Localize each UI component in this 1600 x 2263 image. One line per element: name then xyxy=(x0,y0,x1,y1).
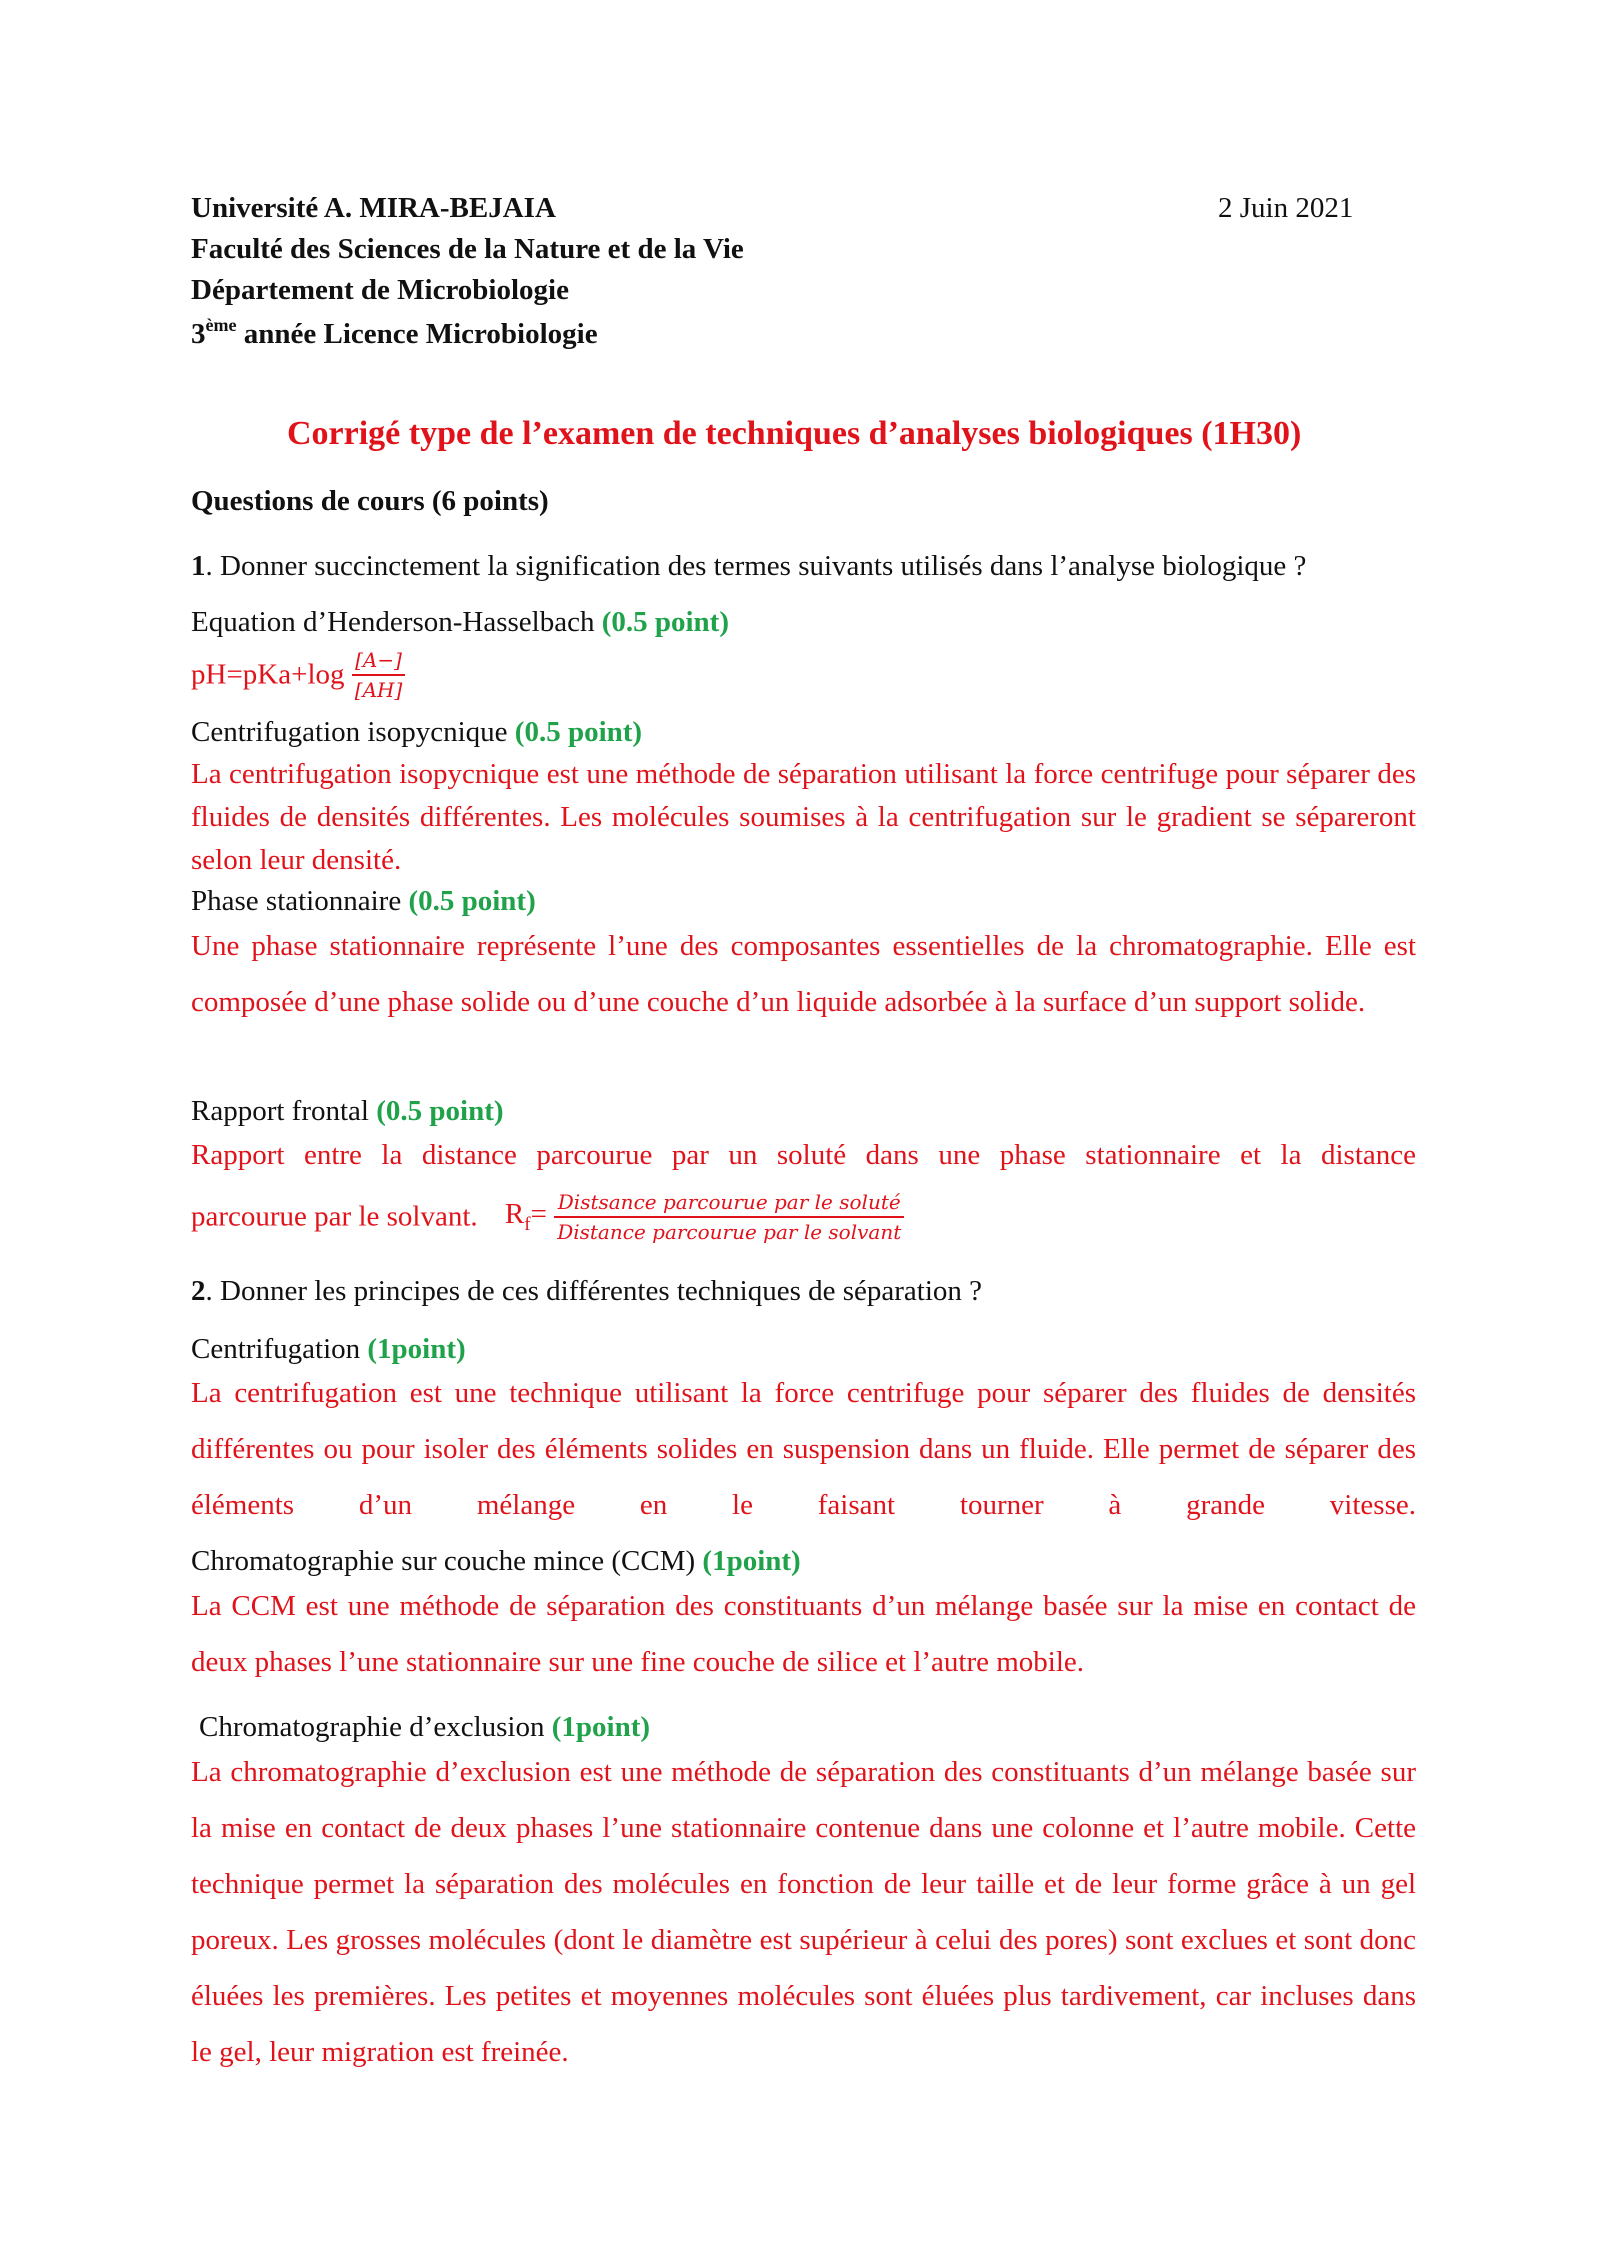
term-rapport-label: Rapport frontal xyxy=(191,1095,369,1127)
term-ccm-label: Chromatographie sur couche mince (CCM) xyxy=(191,1545,696,1577)
year-prefix: 3 xyxy=(191,318,206,350)
rapport-formula-eq: = xyxy=(530,1198,547,1230)
question-1-text: . Donner succinctement la signification des termes suivants utilisés dans l’analyse biologique ? xyxy=(205,550,1307,582)
term-henderson xyxy=(191,606,729,639)
term-rapport-points: (0.5 point) xyxy=(376,1095,504,1127)
henderson-numerator: [A−] xyxy=(352,646,406,676)
question-2-number: 2 xyxy=(191,1275,206,1307)
henderson-formula-prefix: pH=pKa+log xyxy=(191,658,345,691)
page-title: Corrigé type de l’examen de techniques d’analyses biologiques (1H30) xyxy=(287,415,1302,452)
term-centrifugation-label: Centrifugation xyxy=(191,1333,361,1365)
rapport-formula-sub: f xyxy=(524,1214,531,1235)
answer-isopycnique: La centrifugation isopycnique est une méthode de séparation utilisant la force centrifuge pour séparer des fluides de densités différentes. Les molécules soumises à la centrifugation sur le gradient se sépareront selon leur densité. xyxy=(191,758,1416,876)
answer-rapport-line1: Rapport entre la distance parcourue par un soluté dans une phase stationnaire et la distance xyxy=(191,1139,1416,1171)
rapport-formula-lhs xyxy=(504,1198,547,1235)
answer-ccm: La CCM est une méthode de séparation des constituants d’un mélange basée sur la mise en contact de deux phases l’une stationnaire sur une fine couche de silice et l’autre mobile. xyxy=(191,1590,1416,1678)
term-ccm-points: (1point) xyxy=(702,1545,801,1577)
question-1-number: 1 xyxy=(191,550,206,582)
term-isopycnique xyxy=(191,716,642,749)
term-phase-points: (0.5 point) xyxy=(408,885,536,917)
rapport-formula-r: R xyxy=(504,1198,525,1230)
term-exclusion-points: (1point) xyxy=(551,1711,651,1743)
year-superscript: ème xyxy=(205,315,237,335)
term-henderson-label: Equation d’Henderson-Hasselbach xyxy=(191,606,595,638)
faculty-name: Faculté des Sciences de la Nature et de la Vie xyxy=(191,233,744,265)
term-isopycnique-label: Centrifugation isopycnique xyxy=(191,716,508,748)
term-phase-label: Phase stationnaire xyxy=(191,885,402,917)
term-henderson-points: (0.5 point) xyxy=(601,606,729,638)
term-ccm xyxy=(191,1545,801,1578)
exam-date: 2 Juin 2021 xyxy=(1218,192,1354,224)
question-2-text: . Donner les principes de ces différentes techniques de séparation ? xyxy=(205,1275,983,1307)
henderson-denominator: [AH] xyxy=(354,678,403,702)
term-exclusion-label: Chromatographie d’exclusion xyxy=(199,1711,545,1743)
study-year xyxy=(191,315,598,351)
term-phase-stationnaire xyxy=(191,885,536,918)
term-centrifugation-points: (1point) xyxy=(367,1333,466,1365)
university-name: Université A. MIRA-BEJAIA xyxy=(191,192,556,224)
question-2 xyxy=(191,1275,982,1308)
rapport-fraction xyxy=(554,1188,904,1246)
rapport-line2-text: parcourue par le solvant. xyxy=(191,1200,478,1233)
question-1 xyxy=(191,550,1306,583)
henderson-fraction xyxy=(352,646,406,704)
department-name: Département de Microbiologie xyxy=(191,274,569,306)
section-title: Questions de cours (6 points) xyxy=(191,485,549,517)
term-isopycnique-points: (0.5 point) xyxy=(514,716,643,748)
answer-centrifugation: La centrifugation est une technique utilisant la force centrifuge pour séparer des fluides de densités différentes ou pour isoler des éléments solides en suspension dans un fluide. Elle permet de séparer des éléments d’un mélange en le faisant tourner à grande vitesse. xyxy=(191,1377,1416,1521)
rapport-numerator: Distsance parcourue par le soluté xyxy=(554,1188,904,1218)
year-rest: année Licence Microbiologie xyxy=(236,318,598,350)
answer-exclusion: La chromatographie d’exclusion est une méthode de séparation des constituants d’un mélange basée sur la mise en contact de deux phases l’une stationnaire contenue dans une colonne et l’autre mobile. Cette technique permet la séparation des molécules en fonction de leur taille et de leur forme grâce à un gel poreux. Les grosses molécules (dont le diamètre est supérieur à celui des pores) sont exclues et sont donc éluées les premières. Les petites et moyennes molécules sont éluées plus tardivement, car incluses dans le gel, leur migration est freinée. xyxy=(191,1756,1416,2068)
term-rapport-frontal xyxy=(191,1095,504,1128)
henderson-formula xyxy=(191,646,405,704)
rapport-denominator: Distance parcourue par le solvant xyxy=(557,1220,902,1244)
answer-rapport-line2 xyxy=(191,1188,904,1246)
term-exclusion xyxy=(199,1711,650,1744)
answer-phase-stationnaire: Une phase stationnaire représente l’une des composantes essentielles de la chromatographie. Elle est composée d’une phase solide ou d’une couche d’un liquide adsorbée à la surface d’un support solide. xyxy=(191,930,1416,1018)
term-centrifugation xyxy=(191,1333,466,1366)
